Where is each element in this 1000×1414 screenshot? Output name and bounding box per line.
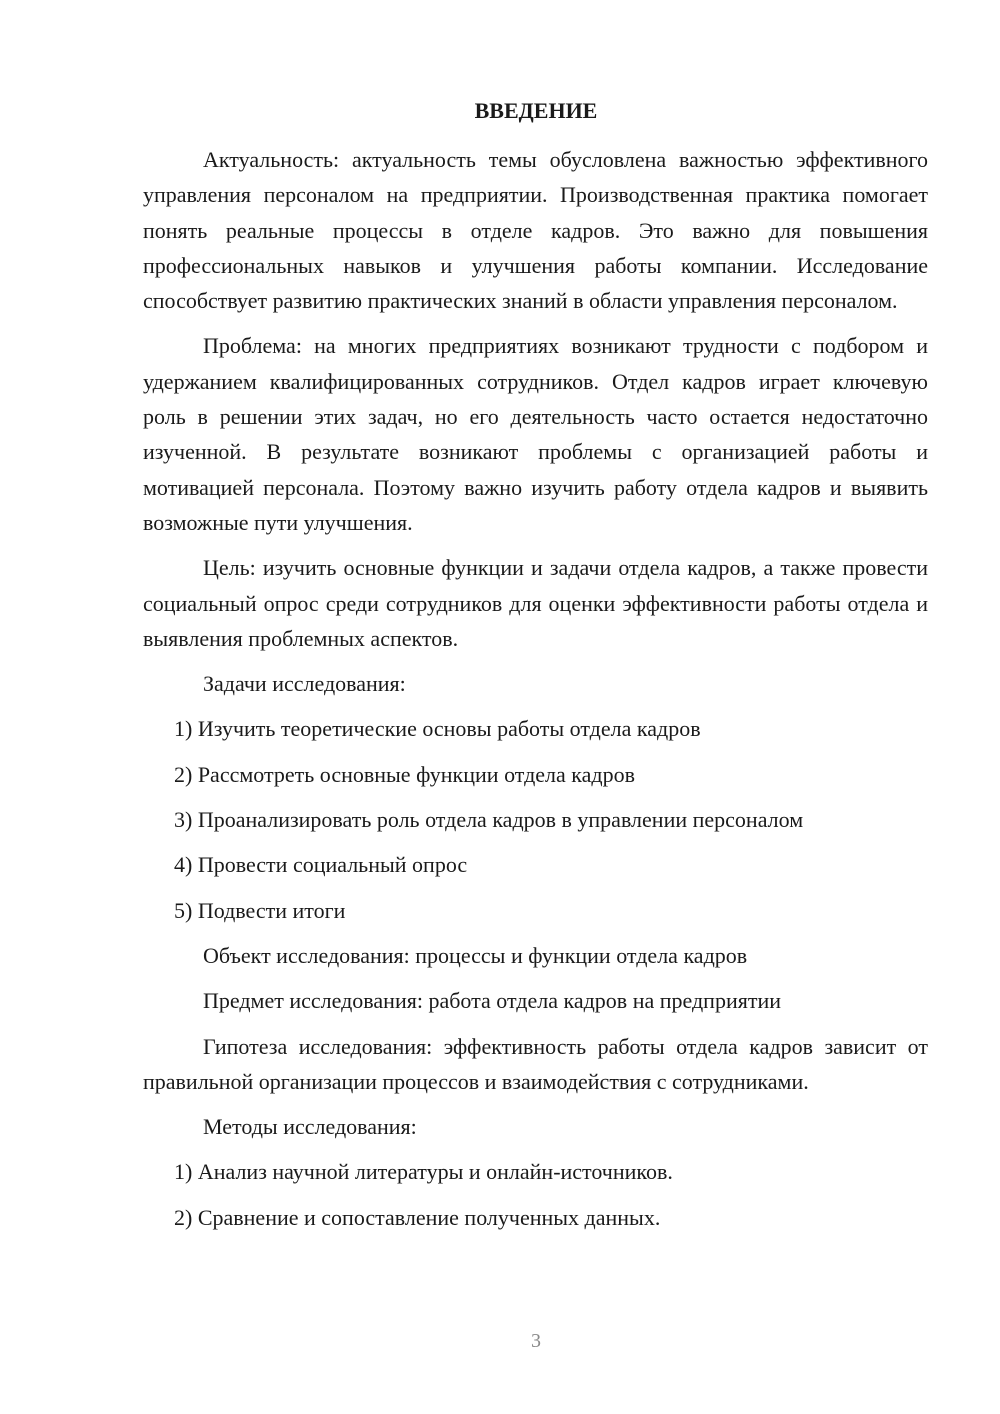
- subject-line: Предмет исследования: работа отдела кадров на предприятии: [203, 988, 782, 1014]
- tasks-heading: Задачи исследования:: [203, 671, 406, 697]
- list-item: 2) Сравнение и сопоставление полученных данных.: [174, 1204, 661, 1230]
- object-line: Объект исследования: процессы и функции отдела кадров: [203, 942, 748, 968]
- methods-list: [143, 1154, 928, 1235]
- goal-paragraph: Цель: изучить основные функции и задачи отдела кадров, а также провести социальный опрос среди сотрудников для оценки эффективности работы отдела и выявления проблемных аспектов.: [143, 555, 928, 651]
- section-title: ВВЕДЕНИЕ: [474, 98, 598, 123]
- document-body: [143, 142, 928, 1245]
- page-number: 3: [531, 1330, 541, 1352]
- tasks-list: [143, 711, 928, 927]
- list-item: 1) Изучить теоретические основы работы отдела кадров: [174, 716, 701, 742]
- actuality-paragraph: Актуальность: актуальность темы обусловлена важностью эффективного управления персоналом на предприятии. Производственная практика помогает понять реальные процессы в отделе кадров. Это важно для повышения профессиональных навыков и улучшения работы компании. Исследование способствует развитию практических знаний в области управления персоналом.: [143, 147, 928, 314]
- list-item: 1) Анализ научной литературы и онлайн-источников.: [174, 1159, 673, 1185]
- problem-paragraph: Проблема: на многих предприятиях возникают трудности с подбором и удержанием квалифицированных сотрудников. Отдел кадров играет ключевую роль в решении этих задач, но его деятельность часто остается недостаточно изученной. В результате возникают проблемы с организацией работы и мотивацией персонала. Поэтому важно изучить работу отдела кадров и выявить возможные пути улучшения.: [143, 333, 928, 535]
- list-item: 2) Рассмотреть основные функции отдела кадров: [174, 761, 636, 787]
- hypothesis-paragraph: Гипотеза исследования: эффективность работы отдела кадров зависит от правильной организации процессов и взаимодействия с сотрудниками.: [143, 1033, 928, 1094]
- list-item: 5) Подвести итоги: [174, 897, 346, 923]
- list-item: 3) Проанализировать роль отдела кадров в управлении персоналом: [174, 807, 804, 833]
- list-item: 4) Провести социальный опрос: [174, 852, 468, 878]
- methods-heading: Методы исследования:: [203, 1114, 417, 1140]
